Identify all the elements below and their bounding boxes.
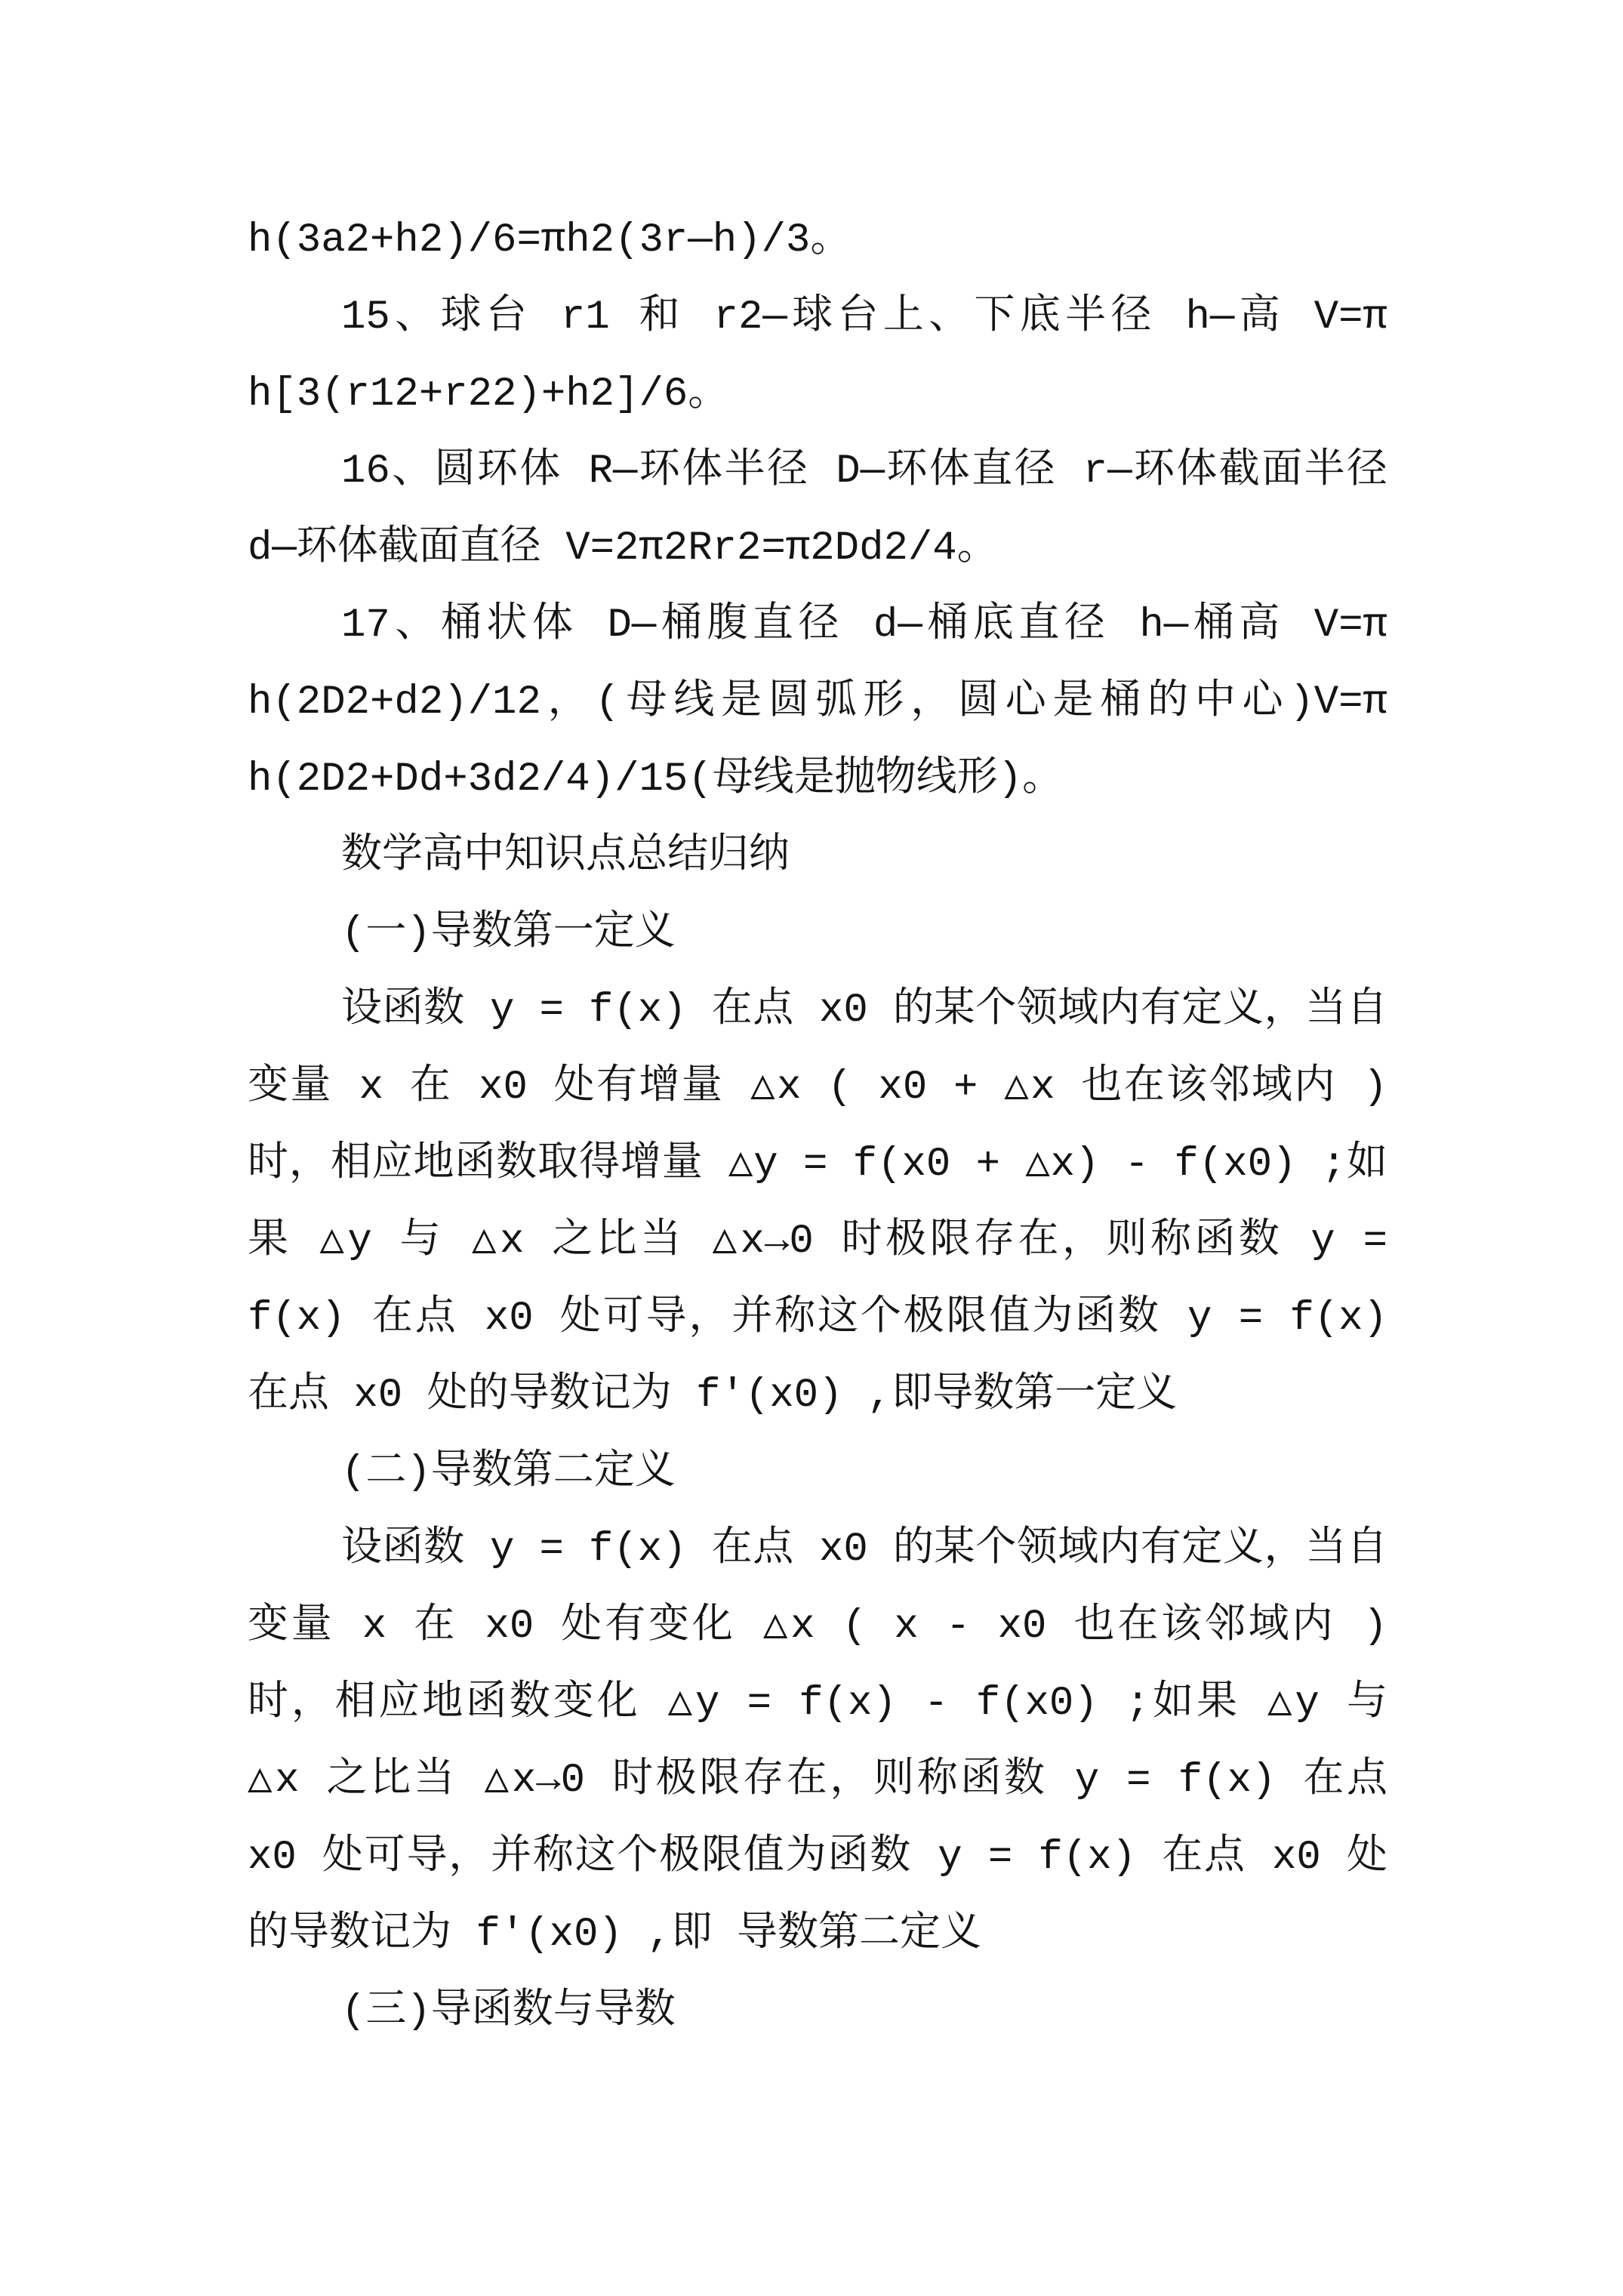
text-line: 17、桶状体 D—桶腹直径 d—桶底直径 h—桶高 V=π	[341, 603, 1387, 649]
subsection-heading	[248, 895, 1387, 972]
text-line: 时，相应地函数取得增量 △y = f(x0 + △x) - f(x0) ;如	[248, 1142, 1387, 1188]
text-line: x0 处可导，并称这个极限值为函数 y = f(x) 在点 x0 处	[248, 1835, 1387, 1881]
text-line: △x 之比当 △x→0 时极限存在，则称函数 y = f(x) 在点	[248, 1758, 1387, 1804]
text-line: 的导数记为 f'(x0) ,即 导数第二定义	[248, 1912, 982, 1958]
text-line: (一)导数第一定义	[341, 911, 676, 957]
section-heading	[248, 818, 1387, 895]
paragraph	[248, 587, 1387, 818]
text-line: 数学高中知识点总结归纳	[341, 834, 790, 880]
text-line: 15、球台 r1 和 r2—球台上、下底半径 h—高 V=π	[341, 294, 1387, 341]
subsection-heading	[248, 1974, 1387, 2051]
text-line: 时，相应地函数变化 △y = f(x) - f(x0) ;如果 △y 与	[248, 1681, 1387, 1727]
paragraph	[248, 972, 1387, 1435]
text-line: 果 △y 与 △x 之比当 △x→0 时极限存在，则称函数 y =	[248, 1219, 1387, 1265]
text-line: (二)导数第二定义	[341, 1450, 676, 1496]
text-line: h(2D2+Dd+3d2/4)/15(母线是抛物线形)。	[248, 757, 1064, 803]
text-line: 设函数 y = f(x) 在点 x0 的某个领域内有定义，当自	[341, 988, 1387, 1034]
paragraph	[248, 202, 1387, 279]
text-line: h[3(r12+r22)+h2]/6。	[248, 371, 729, 418]
text-line: 16、圆环体 R—环体半径 D—环体直径 r—环体截面半径	[341, 448, 1387, 495]
subsection-heading	[248, 1435, 1387, 1512]
text-line: f(x) 在点 x0 处可导，并称这个极限值为函数 y = f(x)	[248, 1296, 1387, 1342]
text-line: 在点 x0 处的导数记为 f'(x0) ,即导数第一定义	[248, 1373, 1178, 1419]
text-line: (三)导函数与导数	[341, 1989, 676, 2035]
text-line: 变量 x 在 x0 处有增量 △x ( x0 + △x 也在该邻域内 )	[248, 1065, 1387, 1111]
paragraph	[248, 1512, 1387, 1974]
paragraph	[248, 279, 1387, 433]
text-line: d—环体截面直径 V=2π2Rr2=π2Dd2/4。	[248, 525, 998, 572]
text-line: 变量 x 在 x0 处有变化 △x ( x - x0 也在该邻域内 )	[248, 1604, 1387, 1650]
text-line: h(3a2+h2)/6=πh2(3r—h)/3。	[248, 217, 852, 264]
text-line: 设函数 y = f(x) 在点 x0 的某个领域内有定义，当自	[341, 1527, 1387, 1573]
document-body	[248, 202, 1387, 2051]
text-line: h(2D2+d2)/12，(母线是圆弧形，圆心是桶的中心)V=π	[248, 680, 1387, 726]
paragraph	[248, 433, 1387, 587]
